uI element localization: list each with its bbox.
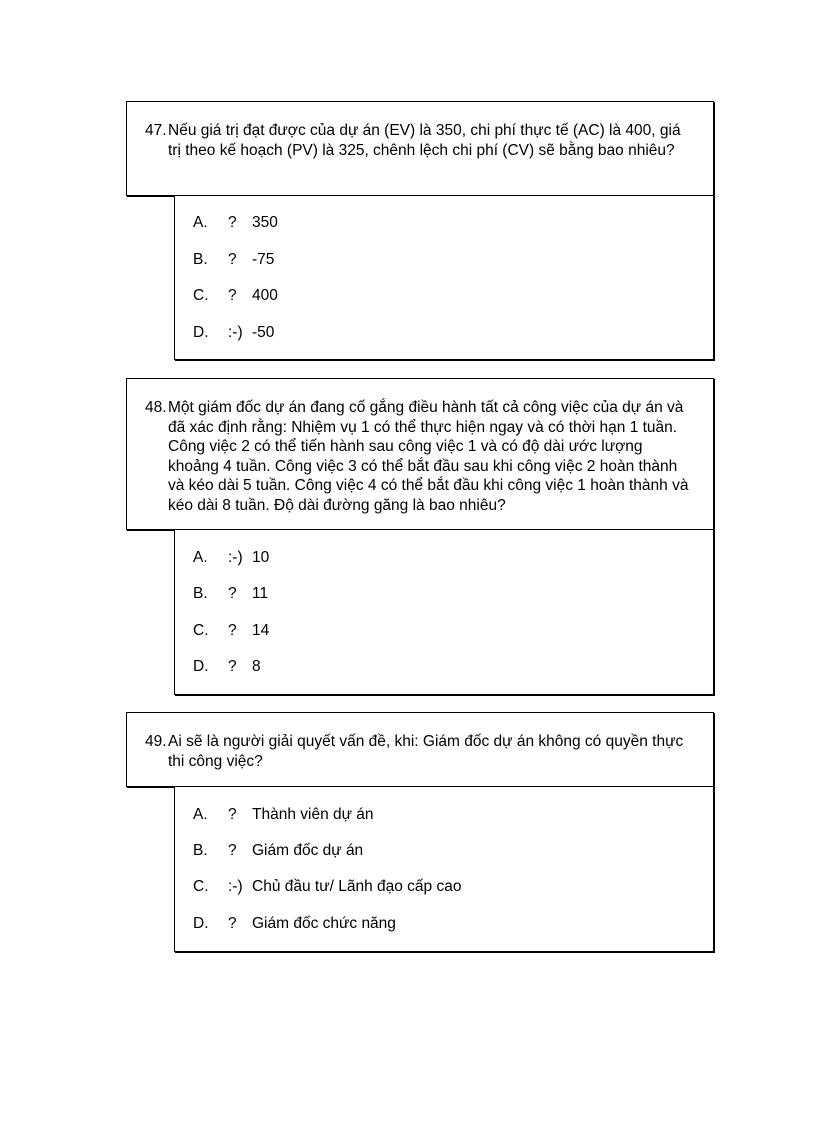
answer-mark: ? [228,251,237,268]
option-text: Chủ đầu tư/ Lãnh đạo cấp cao [252,878,462,895]
option-a[interactable] [193,805,374,825]
option-b[interactable] [193,250,274,270]
question-box-49 [126,712,714,787]
option-text: 350 [252,214,278,231]
option-d[interactable] [193,914,396,934]
question-text: Một giám đốc dự án đang cố gắng điều hành tất cả công việc của dự án và đã xác định rằng: Nhiệm vụ 1 có thể thực hiện ngay và có thời hạn 1 tuần. Công việc 2 có thể tiến hành sau công việc 1 và có độ dài ước lượng khoảng 4 tuần. Công việc 3 có thể bắt đầu sau khi công việc 2 hoàn thành và kéo dài 5 tuần. Công việc 4 có thể bắt đầu khi công việc 1 hoàn thành và kéo dài 8 tuần. Độ dài đường găng là bao nhiêu? [168,399,689,514]
option-letter: A. [193,549,208,566]
option-letter: D. [193,915,209,932]
question-text: Nếu giá trị đạt được của dự án (EV) là 350, chi phí thực tế (AC) là 400, giá trị theo kế hoạch (PV) là 325, chênh lệch chi phí (CV) sẽ bằng bao nhiêu? [168,122,681,159]
option-text: Giám đốc dự án [252,842,364,859]
question-number: 47. [145,122,167,139]
option-letter: B. [193,842,208,859]
option-text: 10 [252,549,270,566]
question-number: 49. [145,733,167,750]
option-letter: B. [193,585,208,602]
answer-mark: ? [228,915,237,932]
option-text: Thành viên dự án [252,806,374,823]
option-text: 11 [252,585,269,602]
option-c[interactable] [193,877,461,897]
answer-mark: ? [228,622,237,639]
option-text: 8 [252,658,261,675]
option-letter: C. [193,287,209,304]
correct-answer-mark: :-) [228,549,243,566]
answer-mark: ? [228,287,237,304]
option-text: 14 [252,622,270,639]
option-d[interactable] [193,657,261,677]
question-text: Ai sẽ là người giải quyết vấn đề, khi: Giám đốc dự án không có quyền thực thi công việc? [168,733,684,770]
answer-box-49 [174,787,714,952]
answer-mark: ? [228,842,237,859]
option-letter: A. [193,806,208,823]
answer-mark: ? [228,585,237,602]
answer-mark: ? [228,658,237,675]
option-text: Giám đốc chức năng [252,915,396,932]
answer-mark: ? [228,214,237,231]
option-letter: C. [193,878,209,895]
option-text: -75 [252,251,275,268]
option-a[interactable] [193,548,269,568]
option-letter: D. [193,324,209,341]
answer-mark: ? [228,806,237,823]
option-b[interactable] [193,584,268,604]
option-b[interactable] [193,841,363,861]
option-text: -50 [252,324,275,341]
option-a[interactable] [193,213,278,233]
question-number: 48. [145,399,167,416]
answer-box-47 [174,196,714,360]
option-c[interactable] [193,286,278,306]
option-c[interactable] [193,621,269,641]
option-letter: D. [193,658,209,675]
option-text: 400 [252,287,278,304]
option-letter: A. [193,214,208,231]
answer-box-48 [174,530,714,695]
option-letter: B. [193,251,208,268]
question-box-48 [126,378,714,530]
correct-answer-mark: :-) [228,878,243,895]
correct-answer-mark: :-) [228,324,243,341]
option-d[interactable] [193,323,274,343]
question-box-47 [126,101,714,196]
option-letter: C. [193,622,209,639]
